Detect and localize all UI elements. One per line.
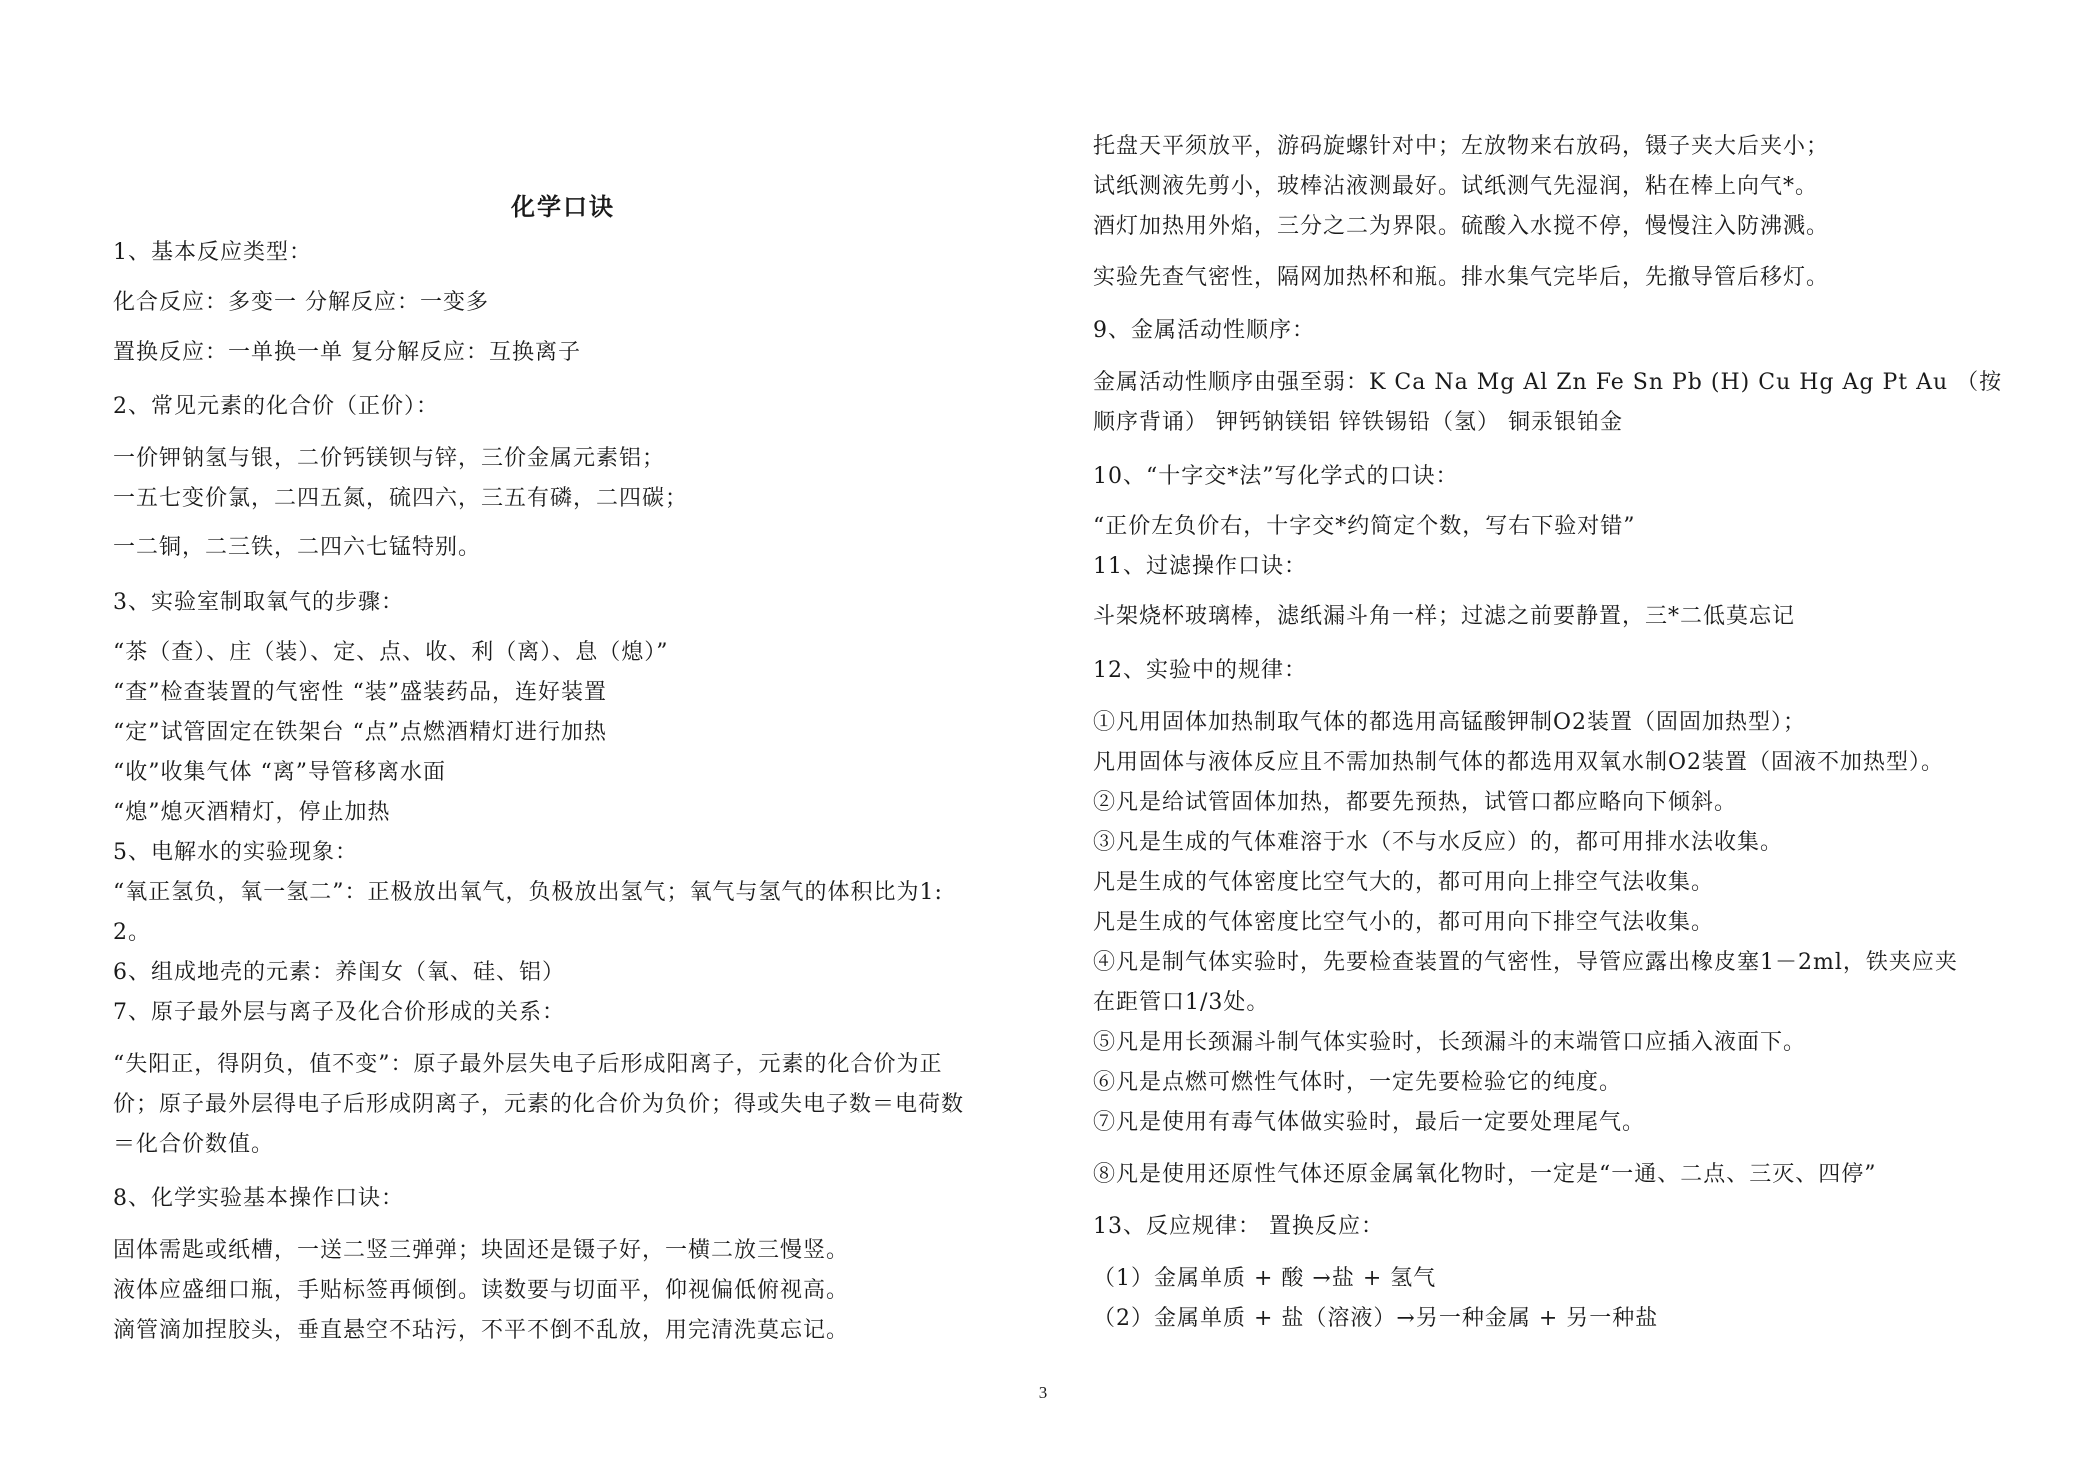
text-line: “茶（查）、庄（装）、定、点、收、利（离）、息（熄）”	[113, 640, 669, 665]
text-line: 10、“十字交*法”写化学式的口诀：	[1093, 464, 1459, 489]
text-line: ①凡用固体加热制取气体的都选用高锰酸钾制O2装置（固固加热型）；	[1093, 710, 1807, 735]
text-line: 8、化学实验基本操作口诀：	[113, 1186, 404, 1211]
text-line: 12、实验中的规律：	[1093, 658, 1307, 683]
text-line: 3、实验室制取氧气的步骤：	[113, 590, 404, 615]
text-line: ④凡是制气体实验时，先要检查装置的气密性，导管应露出橡皮塞1－2ml，铁夹应夹	[1093, 950, 1958, 975]
text-line: ⑧凡是使用还原性气体还原金属氧化物时，一定是“一通、二点、三灭、四停”	[1093, 1162, 1877, 1187]
text-line: 价；原子最外层得电子后形成阴离子，元素的化合价为负价；得或失电子数＝电荷数	[113, 1092, 965, 1117]
text-line: 7、原子最外层与离子及化合价形成的关系：	[113, 1000, 565, 1025]
text-line: “定”试管固定在铁架台 “点”点燃酒精灯进行加热	[113, 720, 607, 745]
text-line: “查”检查装置的气密性 “装”盛装药品，连好装置	[113, 680, 607, 705]
text-line: 凡用固体与液体反应且不需加热制气体的都选用双氧水制O2装置（固液不加热型）。	[1093, 750, 1945, 775]
text-line: 金属活动性顺序由强至弱：K Ca Na Mg Al Zn Fe Sn Pb (H) Cu Hg Ag Pt Au （按	[1093, 370, 2003, 395]
text-line: 2、常见元素的化合价（正价）：	[113, 394, 439, 419]
text-line: ⑥凡是点燃可燃性气体时，一定先要检验它的纯度。	[1093, 1070, 1623, 1095]
text-line: 在距管口1/3处。	[1093, 990, 1270, 1015]
text-line: 液体应盛细口瓶，手贴标签再倾倒。读数要与切面平，仰视偏低俯视高。	[113, 1278, 850, 1303]
text-line: 5、电解水的实验现象：	[113, 840, 358, 865]
text-line: 凡是生成的气体密度比空气大的，都可用向上排空气法收集。	[1093, 870, 1715, 895]
text-line: 1、基本反应类型：	[113, 240, 312, 265]
text-line: 凡是生成的气体密度比空气小的，都可用向下排空气法收集。	[1093, 910, 1715, 935]
text-line: 6、组成地壳的元素：养闺女（氧、硅、铝）	[113, 960, 565, 985]
text-line: （1）金属单质 + 酸 →盐 + 氢气	[1093, 1266, 1437, 1291]
text-line: ⑤凡是用长颈漏斗制气体实验时，长颈漏斗的末端管口应插入液面下。	[1093, 1030, 1807, 1055]
text-line: ⑦凡是使用有毒气体做实验时，最后一定要处理尾气。	[1093, 1110, 1646, 1135]
text-line: ②凡是给试管固体加热，都要先预热，试管口都应略向下倾斜。	[1093, 790, 1738, 815]
text-line: “收”收集气体 “离”导管移离水面	[113, 760, 446, 785]
text-line: 斗架烧杯玻璃棒，滤纸漏斗角一样；过滤之前要静置，三*二低莫忘记	[1093, 604, 1796, 629]
text-line: ③凡是生成的气体难溶于水（不与水反应）的，都可用排水法收集。	[1093, 830, 1784, 855]
text-line: 滴管滴加捏胶头，垂直悬空不玷污，不平不倒不乱放，用完清洗莫忘记。	[113, 1318, 850, 1343]
text-line: 化合反应：多变一 分解反应：一变多	[113, 290, 489, 315]
text-line: 顺序背诵） 钾钙钠镁铝 锌铁锡铅（氢） 铜汞银铂金	[1093, 410, 1623, 435]
text-line: 9、金属活动性顺序：	[1093, 318, 1315, 343]
text-line: 托盘天平须放平，游码旋螺针对中；左放物来右放码，镊子夹大后夹小；	[1093, 134, 1830, 159]
text-line: 11、过滤操作口诀：	[1093, 554, 1307, 579]
text-line: ＝化合价数值。	[113, 1132, 275, 1157]
text-line: 一二铜，二三铁，二四六七锰特别。	[113, 535, 482, 560]
text-line: “氧正氢负，氧一氢二”：正极放出氧气，负极放出氢气；氧气与氢气的体积比为1:	[113, 880, 943, 905]
text-line: 实验先查气密性，隔网加热杯和瓶。排水集气完毕后，先撤导管后移灯。	[1093, 265, 1830, 290]
page-number: 3	[1038, 1383, 1048, 1402]
text-line: “熄”熄灭酒精灯，停止加热	[113, 800, 391, 825]
text-line: 13、反应规律： 置换反应：	[1093, 1214, 1384, 1239]
text-line: 置换反应：一单换一单 复分解反应：互换离子	[113, 340, 581, 365]
text-line: 固体需匙或纸槽，一送二竖三弹弹；块固还是镊子好，一横二放三慢竖。	[113, 1238, 850, 1263]
text-line: 一价钾钠氢与银，二价钙镁钡与锌，三价金属元素铝；	[113, 446, 666, 471]
page-title: 化学口诀	[511, 193, 615, 221]
text-line: （2）金属单质 + 盐（溶液）→另一种金属 + 另一种盐	[1093, 1306, 1659, 1331]
text-line: 2。	[113, 920, 151, 945]
text-line: 酒灯加热用外焰，三分之二为界限。硫酸入水搅不停，慢慢注入防沸溅。	[1093, 214, 1830, 239]
text-line: “失阳正，得阴负，值不变”：原子最外层失电子后形成阳离子，元素的化合价为正	[113, 1052, 943, 1077]
text-line: “正价左负价右，十字交*约简定个数，写右下验对错”	[1093, 514, 1636, 539]
text-line: 试纸测液先剪小，玻棒沾液测最好。试纸测气先湿润，粘在棒上向气*。	[1093, 174, 1819, 199]
text-line: 一五七变价氯，二四五氮，硫四六，三五有磷，二四碳；	[113, 486, 689, 511]
